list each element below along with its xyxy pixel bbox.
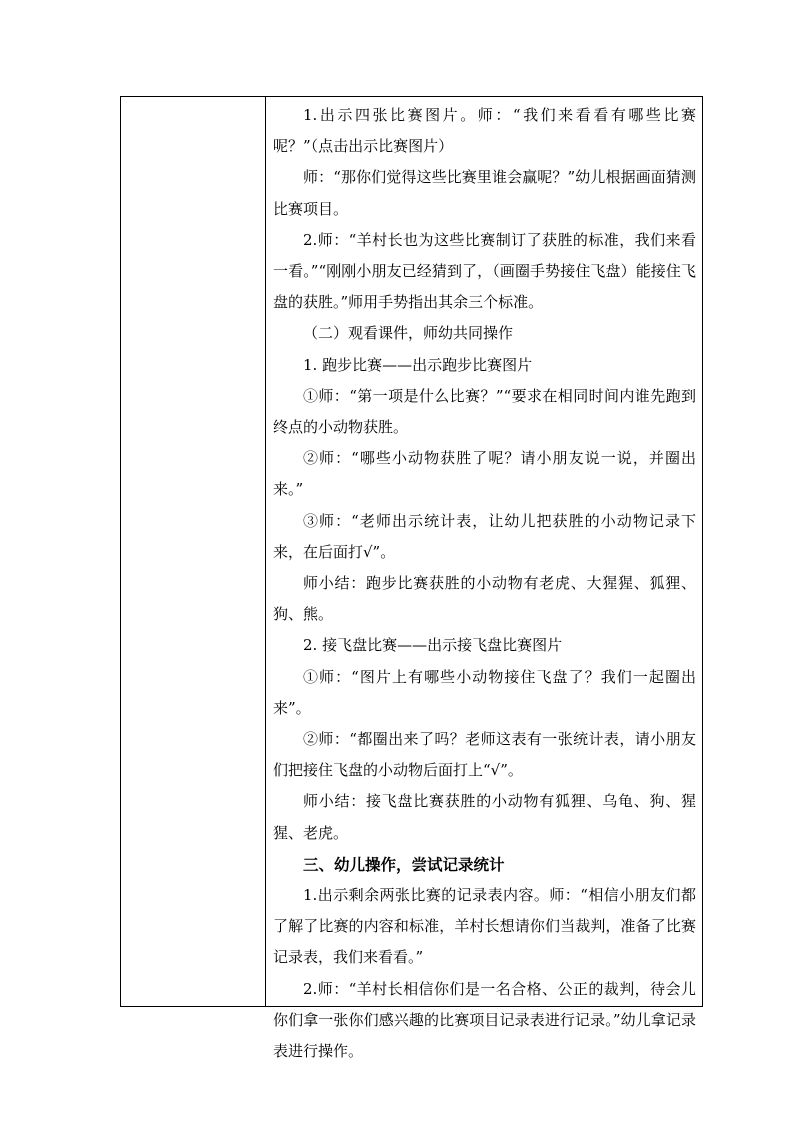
paragraph-remaining-records: 1.出示剩余两张比赛的记录表内容。师：“相信小朋友们都了解了比赛的内容和标准，羊村长想请你们当裁判，准备了比赛记录表，我们来看看。” <box>273 886 696 967</box>
paragraph-show-pictures: 1.出示四张比赛图片。师：“我们来看看有哪些比赛呢？”（点击出示比赛图片） <box>273 106 696 156</box>
paragraph-guess-winner: 师：“那你们觉得这些比赛里谁会赢呢？”幼儿根据画面猜测比赛项目。 <box>273 168 696 218</box>
subsection-running-race: 1. 跑步比赛——出示跑步比赛图片 <box>303 355 533 374</box>
paragraph-running-q2: ②师：“哪些小动物获胜了呢？请小朋友说一说，并圈出来。” <box>273 449 696 499</box>
section-child-operation: 三、幼儿操作，尝试记录统计 <box>303 854 505 874</box>
lesson-plan-table <box>120 96 703 1061</box>
paragraph-frisbee-q1: ①师：“图片上有哪些小动物接住飞盘了？我们一起圈出来”。 <box>273 667 696 717</box>
paragraph-running-q1: ①师：“第一项是什么比赛？”“要求在相同时间内谁先跑到终点的小动物获胜。 <box>273 386 696 437</box>
section-watch-courseware: （二）观看课件，师幼共同操作 <box>303 324 514 343</box>
table-right-cell <box>266 97 702 1061</box>
paragraph-running-q3: ③师：“老师出示统计表，让幼儿把获胜的小动物记录下来，在后面打√”。 <box>273 511 696 561</box>
paragraph-running-summary: 师小结：跑步比赛获胜的小动物有老虎、大猩猩、狐狸、狗、熊。 <box>273 574 696 624</box>
paragraph-frisbee-summary: 师小结：接飞盘比赛获胜的小动物有狐狸、乌龟、狗、猩猩、老虎。 <box>273 792 696 842</box>
paragraph-winning-standards: 2.师：“羊村长也为这些比赛制订了获胜的标准，我们来看一看。”“刚刚小朋友已经猜到了，（画圈手势接住飞盘）能接住飞盘的获胜。”师用手势指出其余三个标准。 <box>273 230 696 312</box>
table-left-cell <box>121 97 266 1006</box>
paragraph-fair-referee: 2.师：“羊村长相信你们是一名合格、公正的裁判，待会儿你们拿一张你们感兴趣的比赛项目记录表进行记录。”幼儿拿记录表进行操作。 <box>273 979 696 1061</box>
subsection-frisbee-race: 2. 接飞盘比赛——出示接飞盘比赛图片 <box>303 636 563 655</box>
paragraph-frisbee-q2: ②师：“都圈出来了吗？老师这表有一张统计表，请小朋友们把接住飞盘的小动物后面打上“√”。 <box>273 730 696 780</box>
